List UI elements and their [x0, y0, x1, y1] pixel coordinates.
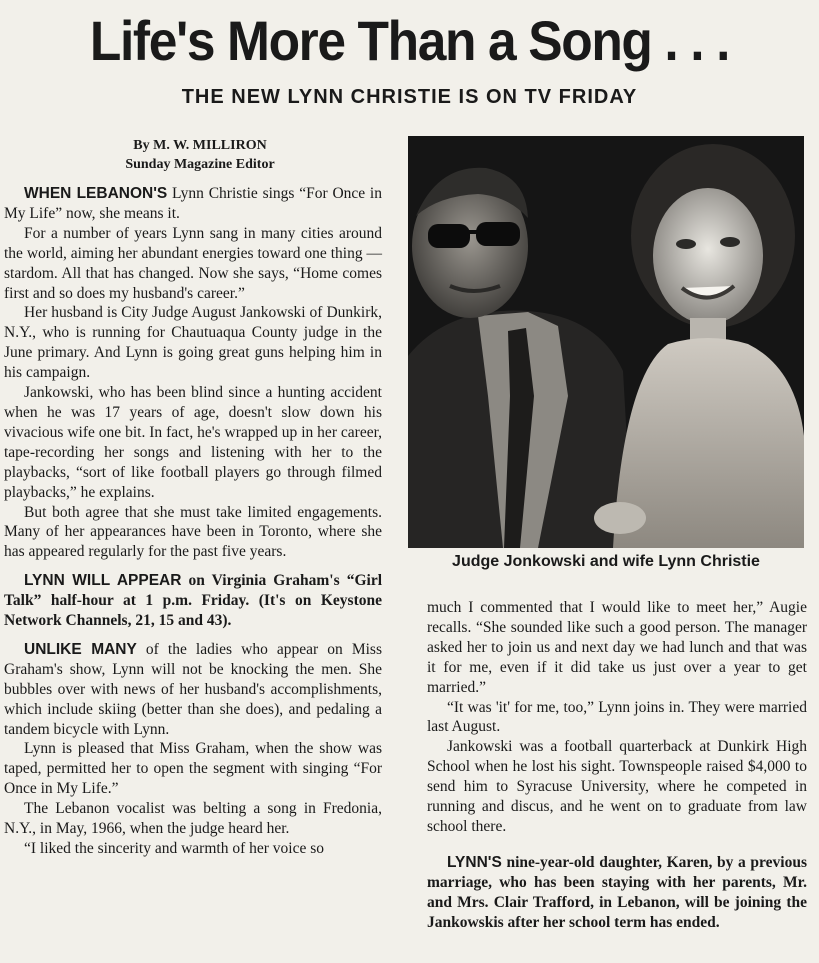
paragraph: Her husband is City Judge August Jankowski of Dunkirk, N.Y., who is running for Chautuaqua County judge in the June primary. And Lynn is going great guns helping him in his campaign. — [4, 304, 382, 382]
daughter-paragraph: LYNN'S nine-year-old daughter, Karen, by a previous marriage, who has been staying with her parents, Mr. and Mrs. Clair Trafford, in Lebanon, will be joining the Jankowskis after her school term has ended. — [427, 853, 807, 931]
subheadline: THE NEW LYNN CHRISTIE IS ON TV FRIDAY — [181, 86, 638, 108]
paragraph: Jankowski was a football quarterback at Dunkirk High School when he lost his sight. Townspeople raised $4,000 to send him to Syracuse University, where he competed in running and discus, and he went on to graduate from law school there. — [427, 738, 807, 835]
paragraph: But both agree that she must take limited engagements. Many of her appearances have been in Toronto, where she has appeared regularly for the past five years. — [4, 503, 382, 561]
paragraph: “It was 'it' for me, too,” Lynn joins in. They were married last August. — [427, 698, 807, 736]
byline-role: Sunday Magazine Editor — [125, 157, 275, 172]
photo-caption: Judge Jonkowski and wife Lynn Christie — [452, 553, 760, 570]
byline-author: By M. W. MILLIRON — [133, 138, 267, 153]
left-column — [4, 184, 382, 859]
couple-photo-image — [408, 136, 804, 548]
paragraph: For a number of years Lynn sang in many cities around the world, aiming her abundant energies toward one thing — stardom. All that has changed. Now she says, “Home comes first and so does my husband's career.” — [4, 224, 382, 302]
byline — [90, 136, 310, 174]
paragraph: Lynn is pleased that Miss Graham, when the show was taped, permitted her to open the segment with singing “For Once in My Life.” — [4, 740, 382, 798]
headline: Life's More Than a Song . . . — [89, 9, 730, 72]
paragraph: Jankowski, who has been blind since a hunting accident when he was 17 years of age, doesn't slow down his vivacious wife one bit. In fact, he's wrapped up in her career, tape-recording her songs and listening with her to the playbacks, “sort of like football players go through filmed playbacks,” he explains. — [4, 384, 382, 501]
tv-notice-paragraph: LYNN WILL APPEAR on Virginia Graham's “Girl Talk” half-hour at 1 p.m. Friday. (It's on Keystone Network Channels, 21, 15 and 43). — [4, 572, 382, 630]
couple-photo — [408, 136, 804, 548]
paragraph: WHEN LEBANON'S Lynn Christie sings “For Once in My Life” now, she means it. — [4, 185, 382, 222]
paragraph: “I liked the sincerity and warmth of her voice so — [24, 840, 324, 857]
paragraph: UNLIKE MANY of the ladies who appear on Miss Graham's show, Lynn will not be knocking the men. She bubbles over with news of her husband's accomplishments, which include skiing (better than she does), and pedaling a tandem bicycle with Lynn. — [4, 640, 382, 738]
right-column — [427, 598, 807, 933]
paragraph: much I commented that I would like to meet her,” Augie recalls. “She sounded like such a good person. The manager asked her to join us and next day we had lunch and that was it for me, even if it did take us just over a year to get married.” — [427, 599, 807, 696]
paragraph: The Lebanon vocalist was belting a song in Fredonia, N.Y., in May, 1966, when the judge heard her. — [4, 800, 382, 838]
